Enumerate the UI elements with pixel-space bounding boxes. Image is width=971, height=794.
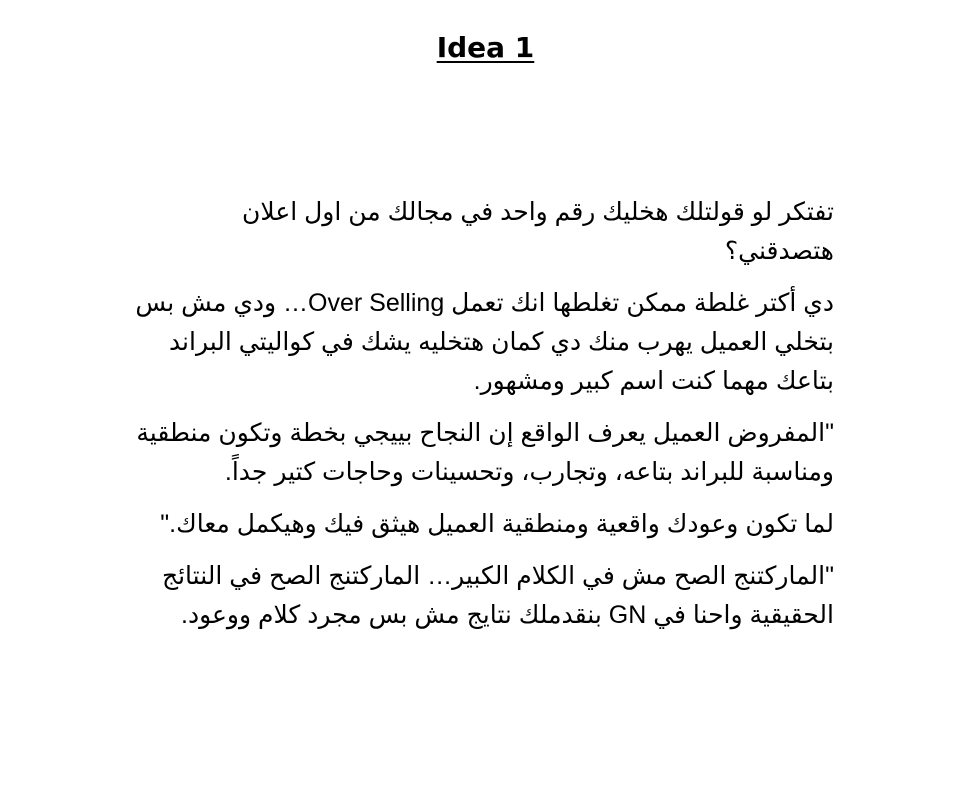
- paragraph-question: تفتكر لو قولتلك هخليك رقم واحد في مجالك من اول اعلان هتصدقني؟: [242, 198, 834, 265]
- paragraph-real-results: "الماركتنج الصح مش في الكلام الكبير… الماركتنج الصح في النتائج الحقيقية واحنا في GN بنقدملك نتايج مش بس مجرد كلام ووعود.: [161, 562, 834, 629]
- document-body: [130, 193, 834, 648]
- paragraph-trust: لما تكون وعودك واقعية ومنطقية العميل هيثق فيك وهيكمل معاك.": [160, 510, 834, 538]
- paragraph-client-expectations: "المفروض العميل يعرف الواقع إن النجاح بييجي بخطة وتكون منطقية ومناسبة للبراند بتاعه، وتجارب، وتحسينات وحاجات كتير جداً.: [136, 419, 834, 486]
- paragraph-over-selling: دي أكتر غلطة ممكن تغلطها انك تعمل Over Selling… ودي مش بس بتخلي العميل يهرب منك دي كمان هتخليه يشك في كواليتي البراند بتاعك مهما كنت اسم كبير ومشهور.: [135, 289, 834, 395]
- document-title: Idea 1: [436, 31, 535, 64]
